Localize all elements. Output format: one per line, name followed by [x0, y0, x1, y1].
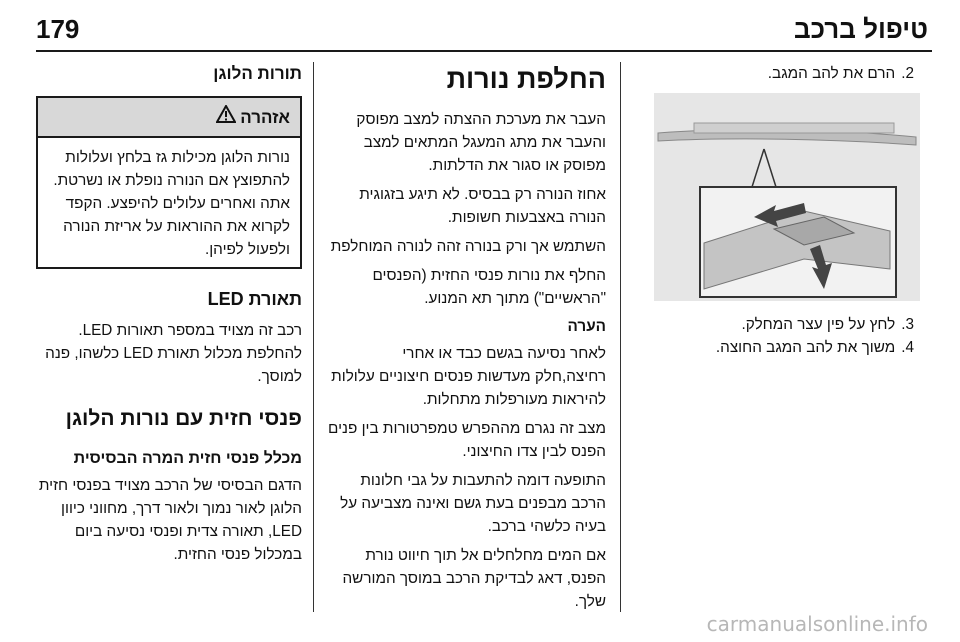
- bulb-replacement-title: החלפת נורות: [446, 64, 606, 94]
- step-2-text: הרם את להב המגב.: [767, 65, 896, 82]
- led-heading: תאורת LED: [207, 289, 302, 309]
- page-number: 179: [36, 14, 80, 44]
- step-4-text: משוך את להב המגב החוצה.: [715, 339, 896, 356]
- bulb-paragraph-3: השתמש אך ורק בנורה זהה לנורה המוחלפת: [330, 238, 606, 255]
- halogen-headlamps-heading: פנסי חזית עם נורות הלוגן: [65, 407, 302, 430]
- step-2: [636, 62, 914, 85]
- warning-triangle-icon: [216, 105, 236, 129]
- wiper-figure: [654, 93, 920, 301]
- page-header: [36, 14, 932, 50]
- note-paragraph-2: מצב זה נגרם מההפרש טמפרטורות בין פנים הפנס לבין צדו החיצוני.: [328, 420, 606, 460]
- note-paragraph-1: לאחר נסיעה בגשם כבד או אחרי רחיצה,חלק מעדשות פנסים חיצוניים עלולות להיראות מעורפלות מתחלות.: [331, 345, 606, 408]
- wiper-illustration: [654, 93, 920, 301]
- note-paragraph-4: אם המים מחלחלים אל תוך חיווט נורת הפנס, דאג לבדיקת הרכב במוסך המורשה שלך.: [342, 547, 606, 610]
- halogen-bulbs-title: תורות הלוגן: [213, 64, 302, 83]
- bulb-paragraph-2: אחוז הנורה רק בבסיס. לא תיגע בזגוגית הנורה באצבעות חשופות.: [359, 186, 606, 226]
- column-divider-left: [313, 62, 314, 612]
- chapter-title: טיפול ברכב: [794, 14, 928, 44]
- watermark: carmanualsonline.info: [706, 612, 928, 636]
- column-right: [636, 62, 914, 359]
- bulb-paragraph-4: החלף את נורות פנסי החזית (הפנסים "הראשיים") מתוך תא המנוע.: [372, 267, 606, 307]
- base-headlamp-assembly-text: הדגם הבסיסי של הרכב מצויד בפנסי חזית הלוגן לאור נמוך ולאור דרך, מחווני כיוון LED, תאורה צדית ופנסי נסיעה ביום במכלול פנסי החזית.: [38, 477, 302, 563]
- wiper-blade-shape: [694, 123, 894, 133]
- column-middle: [328, 62, 606, 619]
- led-text: רכב זה מצויד במספר תאורות LED. להחלפת מכלול תאורת LED כלשהו, פנה למוסך.: [45, 322, 302, 385]
- column-left: [36, 62, 302, 572]
- header-rule: [36, 50, 932, 52]
- step-3-number: 3.: [901, 316, 914, 333]
- note-heading: הערה: [567, 318, 606, 335]
- base-headlamp-assembly-heading: מכלל פנסי חזית המרה הבסיסית: [73, 450, 302, 467]
- warning-label: אזהרה: [240, 107, 290, 127]
- warning-box: [36, 96, 302, 269]
- note-paragraph-3: התופעה דומה להתעבות על גבי חלונות הרכב מבפנים בעת גשם ואינה מצביעה על בעיה כלשהי ברכב.: [340, 472, 606, 535]
- step-2-number: 2.: [901, 65, 914, 82]
- callout-line-left: [752, 149, 764, 187]
- warning-header: [38, 98, 300, 138]
- step-3: [636, 313, 914, 336]
- bulb-paragraph-1: העבר את מערכת ההצתה למצב מפוסק והעבר את מתג המעגל המתאים למצב מפוסק או סגור את הדלתות.: [356, 111, 606, 174]
- step-4-number: 4.: [901, 339, 914, 356]
- column-divider-right: [620, 62, 621, 612]
- callout-line-right: [764, 149, 776, 187]
- step-3-text: לחץ על פין עצר המחלק.: [741, 316, 896, 333]
- step-4: [636, 336, 914, 359]
- warning-text: נורות הלוגן מכילות גז בלחץ ועלולות להתפוצץ אם הנורה נופלת או נשרטת. אתה ואחרים עלולים להיפצע. הקפד לקרוא את ההוראות על אריזת הנורה ולפעול לפיהן.: [53, 149, 290, 258]
